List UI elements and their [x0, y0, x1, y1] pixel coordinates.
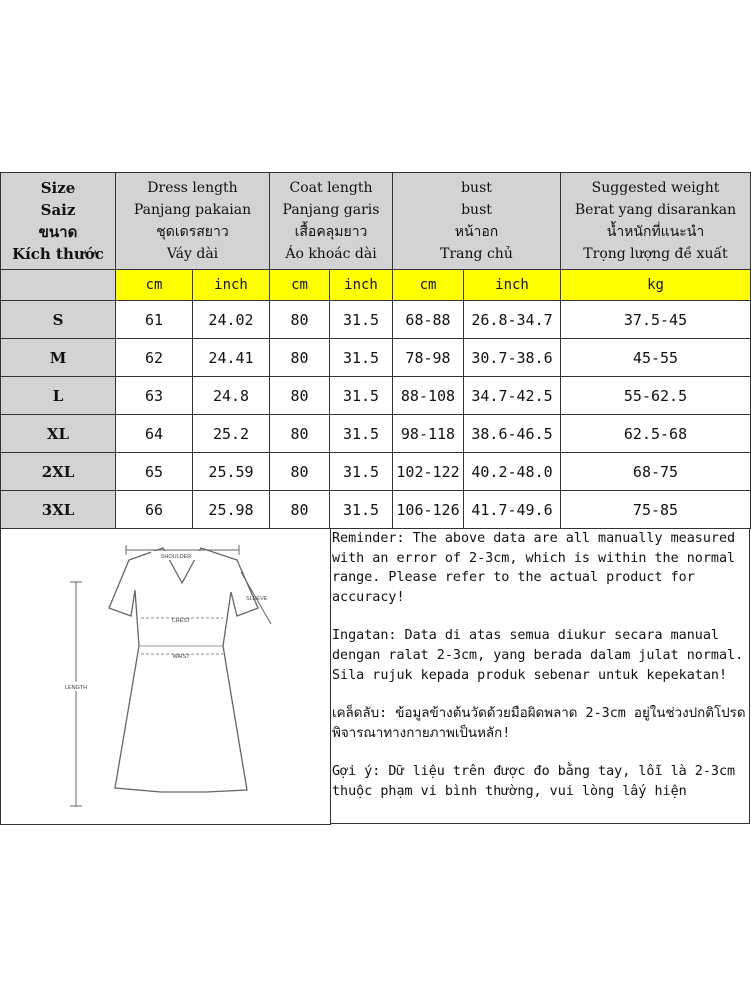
- header-dress-en: Dress length: [147, 180, 238, 196]
- size-table: [0, 172, 751, 529]
- table-cell: 30.7-38.6: [464, 339, 561, 377]
- table-cell: 34.7-42.5: [464, 377, 561, 415]
- header-weight-th: น้ำหนักที่แนะนำ: [606, 224, 705, 240]
- header-dress-th: ชุดเดรสยาว: [156, 224, 229, 240]
- note-malay: Ingatan: Data di atas semua diukur secara manual dengan ralat 2-3cm, yang berada dalam julat normal. Sila rujuk kepada produk sebenar untuk kepekatan!: [332, 628, 751, 683]
- table-cell: 78-98: [393, 339, 464, 377]
- unit-cell: inch: [330, 270, 393, 301]
- size-chart: [0, 172, 750, 529]
- header-dress-ms: Panjang pakaian: [133, 202, 252, 218]
- table-cell: 68-75: [561, 453, 751, 491]
- table-row: [1, 453, 751, 491]
- unit-cell: cm: [393, 270, 464, 301]
- table-cell: 25.2: [193, 415, 270, 453]
- table-cell: 61: [116, 301, 193, 339]
- table-cell: 31.5: [330, 301, 393, 339]
- note-vietnamese: Gợi ý: Dữ liệu trên được đo bằng tay, lỗi là 2-3cm thuộc phạm vi bình thường, vui lòng lấy hiện: [332, 764, 744, 799]
- table-cell: 24.02: [193, 301, 270, 339]
- table-cell: 24.8: [193, 377, 270, 415]
- table-row: [1, 415, 751, 453]
- table-cell: 65: [116, 453, 193, 491]
- table-cell: 31.5: [330, 453, 393, 491]
- table-cell: 31.5: [330, 491, 393, 529]
- table-cell: 62.5-68: [561, 415, 751, 453]
- table-cell: 31.5: [330, 415, 393, 453]
- table-cell: 24.41: [193, 339, 270, 377]
- header-dress-vi: Váy dài: [166, 246, 219, 262]
- table-cell: 41.7-49.6: [464, 491, 561, 529]
- header-size: [1, 173, 116, 270]
- header-size-th: ขนาด: [38, 223, 78, 241]
- chest-label: CHEST: [171, 618, 191, 624]
- note-thai: เคล็ดลับ: ข้อมูลข้างต้นวัดด้วยมือผิดพลาด 2-3cm อยู่ในช่วงปกติโปรดพิจารณาทางกายภาพเป็นหลัก!: [332, 706, 746, 741]
- table-cell: 31.5: [330, 339, 393, 377]
- table-cell: 63: [116, 377, 193, 415]
- unit-cell: kg: [561, 270, 751, 301]
- dress-outline: [109, 548, 258, 792]
- header-dress-length: [116, 173, 270, 270]
- header-size-ms: Saiz: [40, 201, 76, 219]
- size-cell: S: [1, 301, 116, 339]
- header-bust-en: bust: [461, 180, 492, 196]
- header-bust-th: หน้าอก: [454, 224, 499, 240]
- table-cell: 26.8-34.7: [464, 301, 561, 339]
- table-cell: 80: [270, 453, 330, 491]
- header-row: [1, 173, 751, 270]
- table-cell: 80: [270, 377, 330, 415]
- table-cell: 37.5-45: [561, 301, 751, 339]
- header-bust-ms: bust: [461, 202, 492, 218]
- header-weight-en: Suggested weight: [591, 180, 720, 196]
- table-row: [1, 339, 751, 377]
- unit-cell: inch: [193, 270, 270, 301]
- notes-panel: [330, 528, 750, 824]
- shoulder-label: SHOULDER: [160, 554, 192, 560]
- header-weight-vi: Trọng lượng đề xuất: [583, 246, 728, 262]
- table-row: [1, 491, 751, 529]
- bottom-section: [0, 528, 750, 826]
- size-cell: 2XL: [1, 453, 116, 491]
- header-size-en: Size: [40, 179, 76, 197]
- sleeve-label: SLEEVE: [246, 596, 268, 602]
- header-coat-vi: Áo khoác dài: [285, 246, 377, 262]
- table-cell: 68-88: [393, 301, 464, 339]
- table-cell: 88-108: [393, 377, 464, 415]
- size-cell: 3XL: [1, 491, 116, 529]
- header-bust-vi: Trang chủ: [440, 246, 513, 262]
- unit-cell: cm: [116, 270, 193, 301]
- table-cell: 80: [270, 415, 330, 453]
- header-coat-th: เสื้อคลุมยาว: [294, 224, 368, 240]
- table-cell: 75-85: [561, 491, 751, 529]
- header-coat-en: Coat length: [289, 180, 373, 196]
- table-row: [1, 377, 751, 415]
- size-cell: L: [1, 377, 116, 415]
- table-row: [1, 301, 751, 339]
- table-cell: 102-122: [393, 453, 464, 491]
- table-cell: 55-62.5: [561, 377, 751, 415]
- size-cell: M: [1, 339, 116, 377]
- unit-cell: inch: [464, 270, 561, 301]
- measurement-diagram: [0, 528, 331, 825]
- header-size-vi: Kích thước: [12, 245, 104, 263]
- table-cell: 80: [270, 339, 330, 377]
- header-coat-ms: Panjang garis: [282, 202, 380, 218]
- table-cell: 40.2-48.0: [464, 453, 561, 491]
- size-cell: XL: [1, 415, 116, 453]
- table-cell: 45-55: [561, 339, 751, 377]
- table-cell: 80: [270, 301, 330, 339]
- length-label: LENGTH: [64, 685, 88, 691]
- table-cell: 62: [116, 339, 193, 377]
- header-weight-ms: Berat yang disarankan: [574, 202, 737, 218]
- table-cell: 38.6-46.5: [464, 415, 561, 453]
- unit-cell: cm: [270, 270, 330, 301]
- table-cell: 80: [270, 491, 330, 529]
- table-cell: 66: [116, 491, 193, 529]
- dress-sketch: [1, 528, 330, 824]
- unit-row: [1, 270, 751, 301]
- table-cell: 25.98: [193, 491, 270, 529]
- header-bust: [393, 173, 561, 270]
- table-cell: 25.59: [193, 453, 270, 491]
- note-english: Reminder: The above data are all manually measured with an error of 2-3cm, which is within the normal range. Please refer to the actual product for accuracy!: [332, 531, 744, 605]
- table-cell: 31.5: [330, 377, 393, 415]
- waist-label: WAIST: [172, 654, 190, 660]
- table-cell: 64: [116, 415, 193, 453]
- header-suggested-weight: [561, 173, 751, 270]
- unit-blank: [1, 270, 116, 301]
- table-cell: 106-126: [393, 491, 464, 529]
- table-cell: 98-118: [393, 415, 464, 453]
- header-coat-length: [270, 173, 393, 270]
